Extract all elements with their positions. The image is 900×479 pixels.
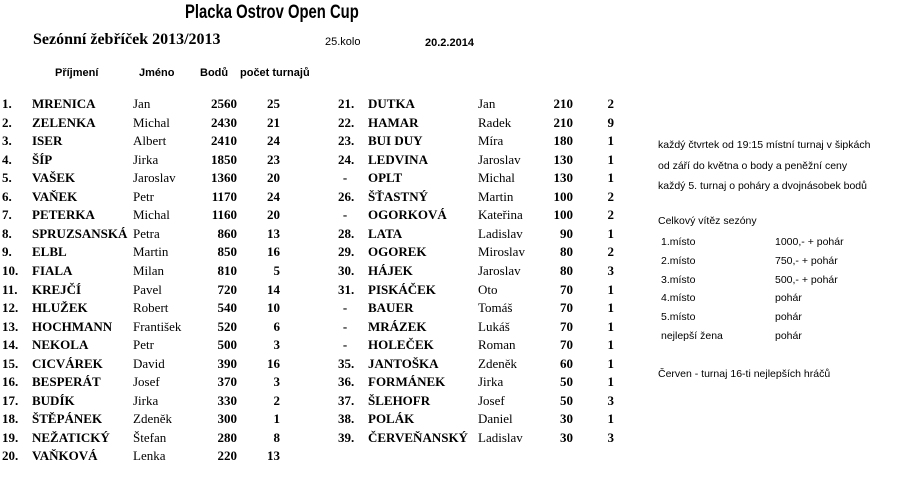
cell-rank: 6.: [2, 188, 12, 204]
cell-surname: OGOREK: [368, 244, 427, 260]
cell-events: 25: [267, 96, 280, 111]
cell-events: 1: [607, 374, 614, 390]
table-row: [2, 356, 292, 376]
cell-points: 130: [553, 151, 573, 167]
cell-events: 1: [607, 225, 614, 241]
cell-surname: HOLEČEK: [368, 337, 434, 353]
cell-name: Petr: [133, 188, 154, 204]
table-row: [338, 263, 628, 283]
cell-rank: 15.: [2, 355, 19, 371]
cell-points: 1850: [211, 151, 237, 167]
cell-rank: 2.: [2, 114, 12, 130]
cell-surname: VAŠEK: [32, 170, 76, 186]
prize-place: 1.místo: [661, 236, 696, 248]
cell-name: Pavel: [133, 281, 162, 297]
cell-points: 540: [217, 300, 237, 316]
cell-events: 1: [607, 318, 614, 334]
cell-rank: -: [342, 300, 348, 316]
cell-events: 24: [267, 133, 280, 149]
table-row: [2, 152, 292, 172]
table-row: [338, 244, 628, 264]
table-row: [2, 244, 292, 264]
cell-name: Jirka: [133, 151, 159, 167]
cell-rank: 11.: [2, 281, 18, 297]
table-row: [338, 319, 628, 339]
cell-surname: MRÁZEK: [368, 318, 427, 334]
cell-points: 60: [560, 355, 573, 371]
prize-value: pohár: [775, 330, 802, 342]
cell-rank: 19.: [2, 429, 19, 445]
cell-name: Petr: [133, 337, 154, 353]
cell-name: Jaroslav: [478, 151, 521, 167]
cell-rank: 21.: [338, 96, 355, 111]
table-row: [2, 189, 292, 209]
table-row: [338, 393, 628, 413]
table-row: [2, 226, 292, 246]
cell-events: 2: [607, 188, 614, 204]
cell-rank: 12.: [2, 300, 19, 316]
cell-name: Zdeněk: [478, 355, 517, 371]
table-row: [338, 152, 628, 172]
cell-name: Zdeněk: [133, 411, 172, 427]
cell-name: Míra: [478, 133, 504, 149]
cell-rank: 37.: [338, 392, 355, 408]
prize-place: 3.místo: [661, 274, 696, 286]
cell-rank: 23.: [338, 133, 355, 149]
cell-name: Ladislav: [478, 225, 523, 241]
cell-points: 330: [217, 392, 237, 408]
cell-points: 370: [217, 374, 237, 390]
cell-name: David: [133, 355, 165, 371]
cell-surname: LEDVINA: [368, 151, 428, 167]
cell-name: Martin: [478, 188, 514, 204]
cell-name: Petra: [133, 225, 160, 241]
info-line: každý 5. turnaj o poháry a dvojnásobek bodů: [658, 180, 867, 192]
cell-name: Milan: [133, 262, 165, 278]
cell-points: 810: [217, 262, 237, 278]
cell-points: 390: [217, 355, 237, 371]
table-row: [338, 207, 628, 227]
cell-points: 90: [560, 225, 573, 241]
cell-name: Lenka: [133, 448, 166, 464]
cell-points: 1360: [211, 170, 237, 186]
cell-surname: ŠÍP: [32, 151, 53, 167]
table-row: [338, 96, 628, 116]
cell-rank: 30.: [338, 262, 355, 278]
info-line: každý čtvrtek od 19:15 místní turnaj v šipkách: [658, 139, 871, 151]
cell-rank: 1.: [2, 96, 12, 111]
prize-value: 1000,- + pohár: [775, 236, 844, 248]
cell-name: Miroslav: [478, 244, 525, 260]
cell-name: Štefan: [133, 429, 167, 445]
cell-name: Josef: [478, 392, 505, 408]
cell-rank: 24.: [338, 151, 355, 167]
cell-name: Kateřina: [478, 207, 523, 223]
cell-surname: FORMÁNEK: [368, 374, 446, 390]
cell-name: Martin: [133, 244, 169, 260]
cell-name: Jirka: [133, 392, 159, 408]
cell-surname: NEŽATICKÝ: [32, 429, 110, 445]
cell-events: 6: [273, 318, 280, 334]
info-line: od září do května o body a peněžní ceny: [658, 160, 848, 172]
cell-name: Jan: [133, 96, 151, 111]
cell-name: Albert: [133, 133, 167, 149]
cell-points: 30: [560, 429, 573, 445]
prize-value: 750,- + pohár: [775, 255, 838, 267]
cell-rank: 14.: [2, 337, 19, 353]
cell-rank: 10.: [2, 262, 19, 278]
date-label: 20.2.2014: [425, 37, 474, 49]
cell-events: 23: [267, 151, 280, 167]
cell-surname: KREJČÍ: [32, 281, 82, 297]
table-row: [338, 337, 628, 357]
cell-events: 2: [607, 207, 614, 223]
prize-value: 500,- + pohár: [775, 274, 838, 286]
cell-rank: -: [342, 337, 348, 353]
cell-name: Michal: [478, 170, 515, 186]
cell-points: 30: [560, 411, 573, 427]
cell-rank: 13.: [2, 318, 19, 334]
table-row: [2, 374, 292, 394]
cell-name: Ladislav: [478, 429, 523, 445]
cell-name: Roman: [478, 337, 516, 353]
cell-points: 50: [560, 374, 573, 390]
cell-points: 80: [560, 262, 573, 278]
table-row: [2, 448, 292, 468]
cell-points: 860: [217, 225, 237, 241]
cell-surname: ISER: [32, 133, 63, 149]
cell-events: 16: [267, 244, 280, 260]
cell-surname: PETERKA: [32, 207, 95, 223]
table-row: [338, 282, 628, 302]
cell-rank: -: [342, 318, 348, 334]
cell-name: Radek: [478, 114, 512, 130]
cell-points: 70: [560, 300, 573, 316]
round-label: 25.kolo: [325, 36, 361, 48]
column-header-surname: Příjmení: [55, 67, 99, 79]
cell-events: 3: [273, 374, 280, 390]
cell-events: 1: [607, 281, 614, 297]
prize-place: 4.místo: [661, 292, 696, 304]
cell-name: Jirka: [478, 374, 504, 390]
cell-events: 1: [273, 411, 280, 427]
cell-points: 850: [217, 244, 237, 260]
table-row: [2, 170, 292, 190]
cell-rank: 5.: [2, 170, 12, 186]
cell-points: 100: [553, 207, 573, 223]
cell-name: Tomáš: [478, 300, 513, 316]
cell-name: Lukáš: [478, 318, 510, 334]
cell-points: 210: [553, 96, 573, 111]
cell-events: 1: [607, 355, 614, 371]
column-header-events: počet turnajů: [240, 67, 310, 79]
cell-points: 180: [553, 133, 573, 149]
cell-events: 1: [607, 411, 614, 427]
cell-events: 14: [267, 281, 280, 297]
table-row: [2, 393, 292, 413]
cell-rank: 20.: [2, 448, 19, 464]
cell-surname: VAŇKOVÁ: [32, 448, 98, 464]
table-row: [2, 411, 292, 431]
table-row: [2, 207, 292, 227]
cell-rank: -: [342, 207, 348, 223]
prize-place: 2.místo: [661, 255, 696, 267]
cell-points: 130: [553, 170, 573, 186]
cell-name: Oto: [478, 281, 498, 297]
cell-events: 16: [267, 355, 280, 371]
cell-name: František: [133, 318, 182, 334]
cell-name: Michal: [133, 114, 170, 130]
cell-points: 70: [560, 318, 573, 334]
cell-name: Josef: [133, 374, 160, 390]
table-row: [338, 226, 628, 246]
cell-surname: ZELENKA: [32, 114, 96, 130]
table-row: [338, 170, 628, 190]
cell-rank: -: [342, 170, 348, 186]
cell-surname: BAUER: [368, 300, 414, 316]
cell-events: 13: [267, 225, 280, 241]
cell-events: 20: [267, 170, 280, 186]
cell-events: 3: [607, 262, 614, 278]
table-row: [2, 319, 292, 339]
cell-events: 9: [607, 114, 614, 130]
page-title: Placka Ostrov Open Cup: [185, 2, 359, 23]
cell-name: Daniel: [478, 411, 513, 427]
cell-points: 2430: [211, 114, 237, 130]
cell-points: 1160: [211, 207, 237, 223]
cell-points: 100: [553, 188, 573, 204]
cell-surname: PISKÁČEK: [368, 281, 436, 297]
cell-surname: ŠLEHOFR: [368, 392, 431, 408]
cell-surname: LATA: [368, 225, 403, 241]
cell-events: 1: [607, 151, 614, 167]
table-row: [338, 430, 628, 450]
cell-events: 10: [267, 300, 280, 316]
cell-rank: 39.: [338, 429, 355, 445]
cell-points: 50: [560, 392, 573, 408]
cell-rank: 7.: [2, 207, 12, 223]
cell-surname: ŠŤASTNÝ: [368, 188, 428, 204]
table-row: [2, 430, 292, 450]
cell-surname: SPRUZSANSKÁ: [32, 225, 128, 241]
cell-points: 720: [217, 281, 237, 297]
cell-surname: CICVÁREK: [32, 355, 103, 371]
cell-rank: 16.: [2, 374, 19, 390]
cell-surname: OGORKOVÁ: [368, 207, 447, 223]
table-row: [2, 133, 292, 153]
cell-surname: HLUŽEK: [32, 300, 88, 316]
cell-events: 5: [273, 262, 280, 278]
cell-points: 520: [217, 318, 237, 334]
cell-points: 70: [560, 281, 573, 297]
cell-rank: 8.: [2, 225, 12, 241]
cell-events: 3: [273, 337, 280, 353]
prize-value: pohár: [775, 292, 802, 304]
cell-rank: 4.: [2, 151, 12, 167]
cell-rank: 26.: [338, 188, 355, 204]
season-subtitle: Sezónní žebříček 2013/2013: [33, 31, 221, 48]
cell-events: 2: [607, 244, 614, 260]
table-row: [2, 115, 292, 135]
cell-events: 21: [267, 114, 280, 130]
table-row: [338, 115, 628, 135]
cell-rank: 28.: [338, 225, 355, 241]
cell-surname: HAMAR: [368, 114, 419, 130]
table-row: [2, 300, 292, 320]
cell-surname: POLÁK: [368, 411, 415, 427]
cell-name: Jaroslav: [478, 262, 521, 278]
cell-surname: FIALA: [32, 262, 73, 278]
cell-surname: DUTKA: [368, 96, 415, 111]
cell-events: 3: [607, 429, 614, 445]
prize-place: 5.místo: [661, 311, 696, 323]
cell-rank: 3.: [2, 133, 12, 149]
cell-points: 80: [560, 244, 573, 260]
cell-surname: ELBL: [32, 244, 67, 260]
cell-surname: BUI DUY: [368, 133, 423, 149]
cell-points: 280: [217, 429, 237, 445]
cell-rank: 29.: [338, 244, 355, 260]
cell-rank: 22.: [338, 114, 355, 130]
cell-points: 210: [553, 114, 573, 130]
table-row: [2, 282, 292, 302]
cell-points: 220: [217, 448, 237, 464]
cell-rank: 18.: [2, 411, 19, 427]
cell-surname: OPLT: [368, 170, 403, 186]
cell-points: 2410: [211, 133, 237, 149]
cell-surname: BUDÍK: [32, 392, 75, 408]
cell-events: 3: [607, 392, 614, 408]
cell-surname: ČERVEŇANSKÝ: [368, 429, 468, 445]
cell-rank: 17.: [2, 392, 19, 408]
cell-surname: MRENICA: [32, 96, 96, 111]
cell-events: 1: [607, 337, 614, 353]
cell-surname: JANTOŠKA: [368, 355, 439, 371]
cell-points: 500: [217, 337, 237, 353]
cell-name: Michal: [133, 207, 170, 223]
cell-rank: 38.: [338, 411, 355, 427]
cell-surname: NEKOLA: [32, 337, 89, 353]
cell-events: 8: [273, 429, 280, 445]
cell-surname: VAŇEK: [32, 188, 78, 204]
column-header-points: Bodů: [200, 67, 229, 79]
cell-name: Robert: [133, 300, 169, 316]
cell-surname: ŠTĚPÁNEK: [32, 411, 103, 427]
cell-surname: HÁJEK: [368, 262, 413, 278]
cell-points: 2560: [211, 96, 237, 111]
cell-events: 1: [607, 300, 614, 316]
column-header-name: Jméno: [139, 67, 175, 79]
cell-events: 2: [607, 96, 614, 111]
table-row: [338, 300, 628, 320]
cell-rank: 9.: [2, 244, 12, 260]
cell-rank: 36.: [338, 374, 355, 390]
table-row: [2, 263, 292, 283]
cell-events: 1: [607, 133, 614, 149]
cell-events: 24: [267, 188, 280, 204]
cell-surname: HOCHMANN: [32, 318, 113, 334]
table-row: [2, 96, 292, 116]
prize-place: nejlepší žena: [661, 330, 723, 342]
final-note: Červen - turnaj 16-ti nejlepších hráčů: [658, 368, 831, 380]
cell-rank: 35.: [338, 355, 355, 371]
table-row: [338, 133, 628, 153]
cell-surname: BESPERÁT: [32, 374, 101, 390]
cell-events: 2: [273, 392, 280, 408]
table-row: [338, 411, 628, 431]
cell-events: 20: [267, 207, 280, 223]
prize-value: pohár: [775, 311, 802, 323]
cell-points: 1170: [211, 188, 237, 204]
table-row: [338, 374, 628, 394]
cell-points: 70: [560, 337, 573, 353]
table-row: [2, 337, 292, 357]
cell-rank: 31.: [338, 281, 355, 297]
cell-name: Jan: [478, 96, 496, 111]
cell-events: 1: [607, 170, 614, 186]
cell-events: 13: [267, 448, 280, 464]
table-row: [338, 189, 628, 209]
cell-name: Jaroslav: [133, 170, 176, 186]
table-row: [338, 356, 628, 376]
cell-points: 300: [217, 411, 237, 427]
prizes-title: Celkový vítěz sezóny: [658, 215, 757, 227]
